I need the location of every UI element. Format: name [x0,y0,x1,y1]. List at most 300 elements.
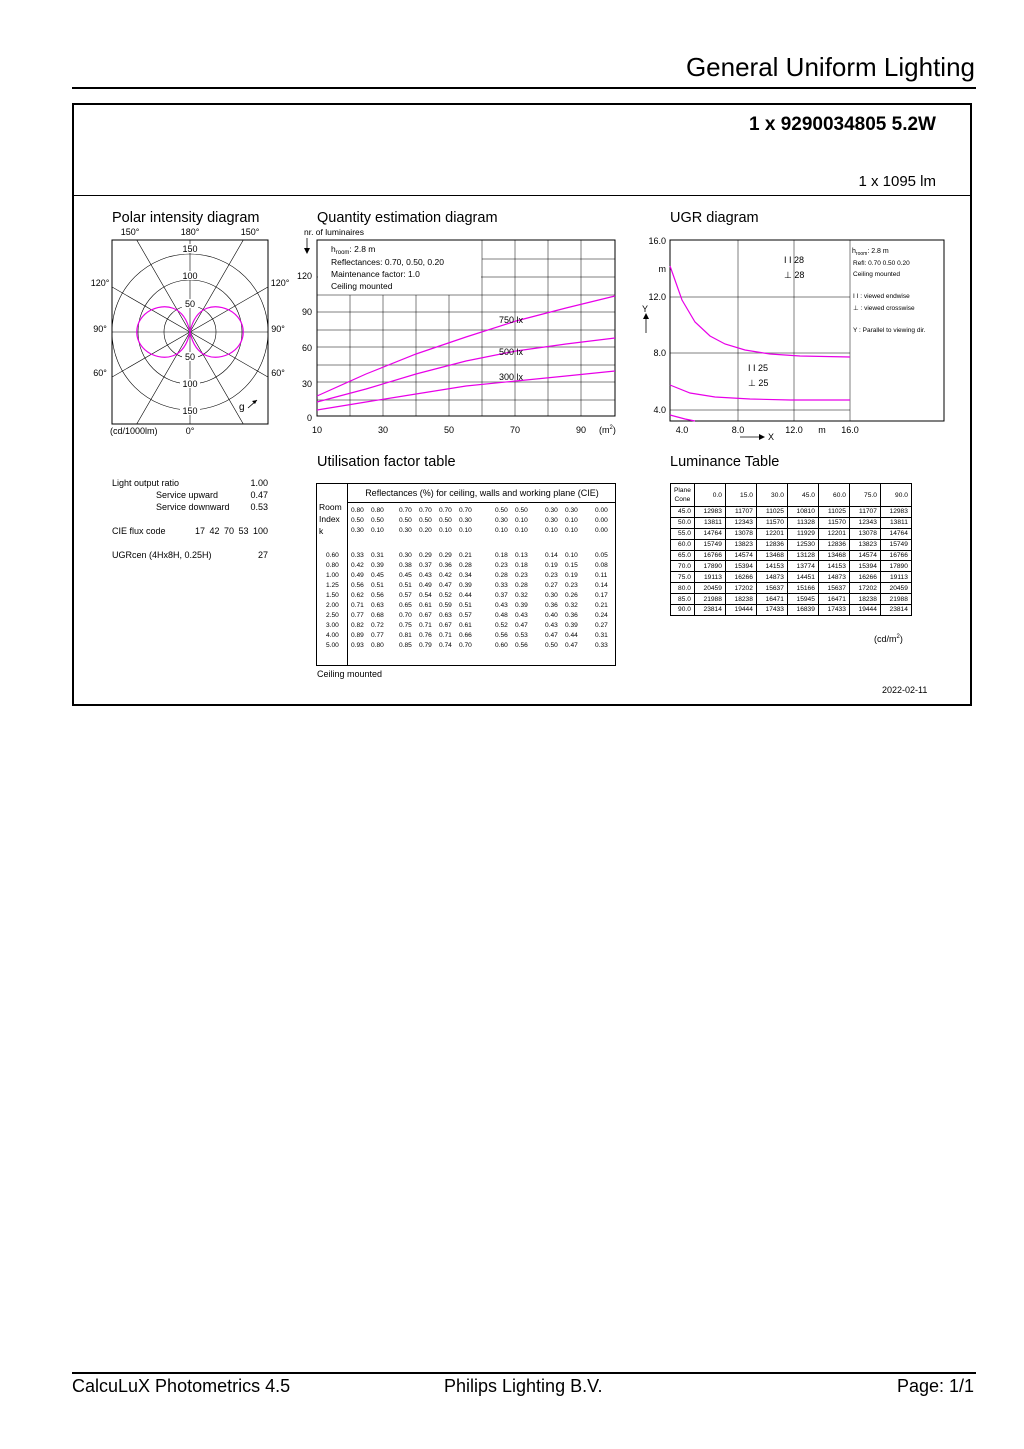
utilisation-cell: 0.80 [371,642,384,649]
utilisation-cell: 0.52 [495,622,508,629]
utilisation-cell: 0.45 [399,572,412,579]
ring-label: 50 [184,299,196,309]
series-750lx-line [317,296,615,396]
ugr-cen-value: 27 [257,550,268,560]
utilisation-cell: 0.48 [495,612,508,619]
reflectance-cell: 0.00 [595,507,608,514]
utilisation-cell: 0.56 [351,582,364,589]
luminance-header-row [671,484,912,507]
ugr-legend-endwise: I I : viewed endwise [853,293,910,300]
reflectance-cell: 0.10 [515,527,528,534]
luminance-cell: 13128 [787,550,818,561]
ugr-label-endwise-25: I I 25 [748,363,769,373]
utilisation-cell: 0.77 [351,612,364,619]
reflectance-cell: 0.50 [399,517,412,524]
reflectance-cell: 0.30 [545,507,558,514]
polar-title: Polar intensity diagram [112,210,260,226]
angle-label: 90° [271,324,285,334]
utilisation-cell: 0.14 [595,582,608,589]
luminance-row [671,572,912,583]
luminance-row [671,594,912,605]
ugr-legend-y: Y : Parallel to viewing dir. [853,327,926,334]
footer-page: Page: 1/1 [896,1376,974,1396]
utilisation-cell: 0.47 [545,632,558,639]
reflectance-cell: 0.80 [371,507,384,514]
utilisation-cell: 0.66 [459,632,472,639]
luminance-cell: 13811 [880,517,911,528]
luminance-cell: 12836 [756,539,787,550]
luminance-cell: 16266 [849,572,880,583]
quantity-info-maint: Maintenance factor: 1.0 [331,269,420,279]
cone-angle-cell: 50.0 [671,517,695,528]
ring-label: 150 [182,406,198,416]
luminance-row [671,550,912,561]
utilisation-cell: 0.45 [371,572,384,579]
ugr-legend-mount: Ceiling mounted [853,271,900,278]
luminaire-id: 1 x 9290034805 5.2W [749,114,936,135]
utilisation-cell: 0.08 [595,562,608,569]
angle-label: 60° [93,368,107,378]
utilisation-col-divider [347,502,348,665]
arrow-down-icon [304,248,310,254]
ugr-curve-28 [670,266,850,357]
cone-angle-cell: 75.0 [671,572,695,583]
luminance-cell: 13078 [725,528,756,539]
utilisation-cell: 0.33 [495,582,508,589]
utilisation-cell: 0.47 [565,642,578,649]
ring-label: 150 [182,244,198,254]
quantity-title: Quantity estimation diagram [317,210,498,226]
luminance-cell: 17433 [818,605,849,616]
ring-label: 100 [182,379,198,389]
info-downward-row [112,502,268,514]
luminance-cell: 11929 [787,528,818,539]
ugr-x-tick: 8.0 [731,425,745,435]
utilisation-cell: 0.39 [565,622,578,629]
cie-value: 17 42 70 53 100 [194,526,268,536]
utilisation-cell: 0.32 [565,602,578,609]
reflectance-cell: 0.50 [439,517,452,524]
utilisation-cell: 0.30 [399,552,412,559]
luminance-row [671,605,912,616]
luminance-cell: 14873 [818,572,849,583]
angle-label: 120° [270,278,290,288]
plane-label: Plane [674,487,691,494]
luminance-title: Luminance Table [670,454,780,470]
luminance-cell: 16471 [756,594,787,605]
utilisation-cell: 0.65 [399,602,412,609]
ugr-x-label: X [768,432,775,442]
ugr-diagram [640,230,950,445]
x-tick: 30 [377,425,389,435]
luminance-cell: 10810 [787,507,818,518]
polar-zero-label: 0° [185,426,195,436]
utilisation-cell: 0.29 [439,552,452,559]
utilisation-cell: 0.27 [595,622,608,629]
utilisation-cell: 0.42 [351,562,364,569]
luminance-cell: 23814 [880,605,911,616]
luminance-row [671,507,912,518]
cone-angle-cell: 65.0 [671,550,695,561]
downward-label: Service downward [156,502,230,512]
utilisation-cell: 0.53 [515,632,528,639]
utilisation-cell: 0.26 [565,592,578,599]
luminance-cell: 19113 [880,572,911,583]
luminance-row [671,528,912,539]
quantity-info-mount: Ceiling mounted [331,281,393,291]
utilisation-cell: 0.28 [495,572,508,579]
ugr-label-endwise-28: I I 28 [784,255,805,265]
reflectance-cell: 0.70 [439,507,452,514]
upward-value: 0.47 [250,490,268,500]
reflectance-cell: 0.30 [351,527,364,534]
utilisation-cell: 0.56 [371,592,384,599]
y-tick: 60 [301,343,312,353]
cone-angle-cell: 90.0 [671,605,695,616]
utilisation-cell: 0.37 [495,592,508,599]
luminance-cell: 13811 [694,517,725,528]
utilisation-cell: 0.33 [351,552,364,559]
x-tick: 50 [443,425,455,435]
ugr-x-tick: 16.0 [841,425,859,435]
utilisation-cell: 0.51 [459,602,472,609]
footer-software: CalcuLuX Photometrics 4.5 [72,1376,291,1396]
utilisation-cell: 0.31 [371,552,384,559]
cie-label: CIE flux code [112,526,166,536]
series-label-300: 300 lx [499,372,524,382]
quantity-x-unit: $(m^2)$ [599,425,616,435]
luminance-cell: 14764 [880,528,911,539]
ugr-cen-label: UGRcen (4Hx8H, 0.25H) [112,550,212,560]
utilisation-cell: 0.50 [545,642,558,649]
luminance-cell: 21988 [694,594,725,605]
luminance-corner [671,484,695,507]
utilisation-cell: 0.74 [439,642,452,649]
plane-header-cell: 30.0 [756,484,787,507]
cone-angle-cell: 70.0 [671,561,695,572]
luminance-cell: 12530 [787,539,818,550]
reflectance-cell: 0.10 [565,527,578,534]
lor-label: Light output ratio [112,478,180,488]
luminance-cell: 17202 [725,583,756,594]
reflectance-cell: 0.20 [419,527,432,534]
luminance-cell: 15637 [818,583,849,594]
plane-header-cell: 45.0 [787,484,818,507]
ugr-y-label: Y [642,304,649,314]
luminance-cell: 13823 [849,539,880,550]
plane-header-cell: 0.0 [694,484,725,507]
utilisation-cell: 0.67 [419,612,432,619]
x-tick: 70 [509,425,521,435]
utilisation-cell: 0.77 [371,632,384,639]
quantity-info-room: $h_{room}$: 2.8 m [331,244,376,256]
room-index-cell: 3.00 [326,622,339,629]
cone-label: Cone [674,496,691,503]
utilisation-cell: 0.43 [545,622,558,629]
utilisation-cell: 0.14 [545,552,558,559]
ugr-legend-room: $h_{room}$: 2.8 m [852,248,889,257]
ugr-x-tick: 4.0 [675,425,689,435]
utilisation-cell: 0.39 [515,602,528,609]
utilisation-cell: 0.27 [545,582,558,589]
utilisation-cell: 0.32 [515,592,528,599]
luminance-cell: 15637 [756,583,787,594]
luminaire-flux: 1 x 1095 lm [858,173,936,190]
reflectance-cell: 0.50 [371,517,384,524]
room-index-cell: 4.00 [326,632,339,639]
utilisation-cell: 0.40 [545,612,558,619]
utilisation-cell: 0.36 [545,602,558,609]
utilisation-cell: 0.56 [515,642,528,649]
luminance-cell: 11025 [818,507,849,518]
luminance-cell: 15166 [787,583,818,594]
angle-label: 60° [271,368,285,378]
utilisation-cell: 0.63 [439,612,452,619]
lor-value: 1.00 [250,478,268,488]
utilisation-cell: 0.44 [459,592,472,599]
luminance-cell: 15394 [725,561,756,572]
luminance-cell: 15945 [787,594,818,605]
utilisation-cell: 0.54 [419,592,432,599]
utilisation-cell: 0.68 [371,612,384,619]
utilisation-cell: 0.57 [459,612,472,619]
document-title: General Uniform Lighting [685,52,975,82]
luminance-cell: 13468 [756,550,787,561]
ugr-legend-crosswise: ⊥ : viewed crosswise [853,305,915,312]
luminance-cell: 19444 [725,605,756,616]
plane-header-cell: 75.0 [849,484,880,507]
luminance-cell: 17890 [694,561,725,572]
luminance-cell: 20459 [880,583,911,594]
quantity-y-axis-label: nr. of luminaires [304,227,364,237]
luminance-cell: 12343 [725,517,756,528]
utilisation-cell: 0.15 [565,562,578,569]
luminance-cell: 16471 [818,594,849,605]
utilisation-cell: 0.11 [595,572,608,579]
utilisation-cell: 0.28 [515,582,528,589]
reflectance-cell: 0.30 [545,517,558,524]
footer-company: Philips Lighting B.V. [444,1376,603,1396]
room-index-label [319,501,342,537]
utilisation-cell: 0.21 [459,552,472,559]
luminance-cell: 19444 [849,605,880,616]
utilisation-cell: 0.10 [565,552,578,559]
utilisation-cell: 0.39 [459,582,472,589]
polar-diagram [84,224,299,439]
utilisation-note: Ceiling mounted [317,669,383,679]
utilisation-cell: 0.36 [565,612,578,619]
ugr-y-tick: 4.0 [653,405,666,415]
luminance-cell: 17890 [880,561,911,572]
luminance-cell: 14574 [849,550,880,561]
room-index-cell: 1.50 [326,592,339,599]
utilisation-cell: 0.85 [399,642,412,649]
utilisation-cell: 0.62 [351,592,364,599]
luminance-cell: 20459 [694,583,725,594]
utilisation-cell: 0.51 [371,582,384,589]
reflectance-cell: 0.50 [419,517,432,524]
luminance-cell: 13774 [787,561,818,572]
info-cie-row [112,526,268,538]
luminance-cell: 15749 [694,539,725,550]
luminance-cell: 12201 [756,528,787,539]
utilisation-cell: 0.79 [419,642,432,649]
plane-header-cell: 60.0 [818,484,849,507]
room-index-cell: 5.00 [326,642,339,649]
luminance-cell: 12201 [818,528,849,539]
angle-label: 150° [120,227,140,237]
luminance-cell: 11328 [787,517,818,528]
utilisation-cell: 0.28 [459,562,472,569]
angle-label: 180° [180,227,200,237]
room-index-cell: 0.80 [326,562,339,569]
utilisation-cell: 0.29 [419,552,432,559]
angle-label: 150° [240,227,260,237]
info-upward-row [112,490,268,502]
utilisation-cell: 0.19 [565,572,578,579]
luminance-unit: $(cd/m^2)$ [874,634,903,644]
luminance-row [671,539,912,550]
utilisation-cell: 0.56 [495,632,508,639]
utilisation-cell: 0.43 [515,612,528,619]
utilisation-cell: 0.47 [515,622,528,629]
utilisation-cell: 0.67 [439,622,452,629]
utilisation-cell: 0.82 [351,622,364,629]
luminance-cell: 18238 [849,594,880,605]
utilisation-cell: 0.60 [495,642,508,649]
reflectance-cell: 0.70 [459,507,472,514]
ugr-x-tick: 12.0 [785,425,803,435]
luminance-cell: 16839 [787,605,818,616]
ugr-y-unit: m [658,264,666,274]
room-index-cell: 2.50 [326,612,339,619]
luminance-cell: 12343 [849,517,880,528]
luminance-cell: 17433 [756,605,787,616]
room-label-line: Room [319,502,342,512]
utilisation-title: Utilisation factor table [317,454,456,470]
luminance-cell: 15394 [849,561,880,572]
utilisation-cell: 0.71 [351,602,364,609]
luminance-cell: 16766 [880,550,911,561]
utilisation-cell: 0.37 [419,562,432,569]
utilisation-cell: 0.23 [515,572,528,579]
room-index-cell: 1.25 [326,582,339,589]
utilisation-cell: 0.42 [439,572,452,579]
ring-label: 50 [184,352,196,362]
reflectance-cell: 0.30 [459,517,472,524]
info-ugr-row [112,550,268,562]
utilisation-cell: 0.52 [439,592,452,599]
utilisation-cell: 0.61 [419,602,432,609]
ugr-legend-refl: Refl: 0.70 0.50 0.20 [853,260,910,267]
utilisation-cell: 0.19 [545,562,558,569]
ring-label: 100 [182,271,198,281]
room-label-line: Index [319,514,340,524]
utilisation-cell: 0.21 [595,602,608,609]
luminance-cell: 11025 [756,507,787,518]
ugr-x-unit: m [818,425,826,435]
plane-header-cell: 15.0 [725,484,756,507]
luminance-table-wrap [670,483,912,616]
cone-angle-cell: 85.0 [671,594,695,605]
utilisation-cell: 0.38 [399,562,412,569]
utilisation-cell: 0.89 [351,632,364,639]
reflectance-cell: 0.00 [595,527,608,534]
utilisation-cell: 0.18 [515,562,528,569]
ugr-curve-edge [670,415,695,421]
utilisation-cell: 0.30 [545,592,558,599]
reflectance-cell: 0.10 [459,527,472,534]
luminance-cell: 14153 [756,561,787,572]
quantity-diagram [296,224,626,439]
info-lor-row [112,478,268,490]
luminance-cell: 12836 [818,539,849,550]
luminance-cell: 16266 [725,572,756,583]
luminance-cell: 16766 [694,550,725,561]
ugr-label-crosswise-25: ⊥ 25 [748,378,769,388]
angle-label: 120° [90,278,110,288]
reflectance-cell: 0.10 [495,527,508,534]
luminance-cell: 11707 [725,507,756,518]
utilisation-cell: 0.70 [399,612,412,619]
luminance-cell: 14764 [694,528,725,539]
angle-label: 90° [93,324,107,334]
utilisation-cell: 0.76 [419,632,432,639]
room-index-cell: 0.60 [326,552,339,559]
reflectance-cell: 0.10 [565,517,578,524]
luminance-row [671,517,912,528]
utilisation-cell: 0.57 [399,592,412,599]
utilisation-cell: 0.23 [545,572,558,579]
utilisation-cell: 0.70 [459,642,472,649]
luminance-cell: 11570 [756,517,787,528]
quantity-info-refl: Reflectances: 0.70, 0.50, 0.20 [331,257,444,267]
luminance-cell: 14574 [725,550,756,561]
upward-label: Service upward [156,490,219,500]
x-tick: 90 [575,425,587,435]
series-500lx-line [317,338,615,402]
cone-angle-cell: 45.0 [671,507,695,518]
frame-divider [74,195,970,196]
series-label-750: 750 lx [499,315,524,325]
reflectance-cell: 0.80 [351,507,364,514]
y-tick: 90 [301,307,312,317]
utilisation-cell: 0.49 [351,572,364,579]
room-index-cell: 2.00 [326,602,339,609]
utilisation-cell: 0.61 [459,622,472,629]
cone-angle-cell: 80.0 [671,583,695,594]
utilisation-cell: 0.18 [495,552,508,559]
reflectance-cell: 0.30 [565,507,578,514]
luminance-cell: 14153 [818,561,849,572]
luminance-cell: 21988 [880,594,911,605]
cone-angle-cell: 55.0 [671,528,695,539]
ugr-y-tick: 8.0 [653,348,666,358]
utilisation-header: Reflectances (%) for ceiling, walls and working plane (CIE) [347,484,616,503]
luminance-cell: 14873 [756,572,787,583]
reflectance-cell: 0.10 [439,527,452,534]
utilisation-cell: 0.31 [595,632,608,639]
luminance-cell: 14451 [787,572,818,583]
room-index-cell: 1.00 [326,572,339,579]
y-tick: 120 [296,271,312,281]
luminance-cell: 13078 [849,528,880,539]
utilisation-cell: 0.75 [399,622,412,629]
cone-angle-cell: 60.0 [671,539,695,550]
luminance-cell: 11707 [849,507,880,518]
utilisation-cell: 0.72 [371,622,384,629]
utilisation-cell: 0.51 [399,582,412,589]
